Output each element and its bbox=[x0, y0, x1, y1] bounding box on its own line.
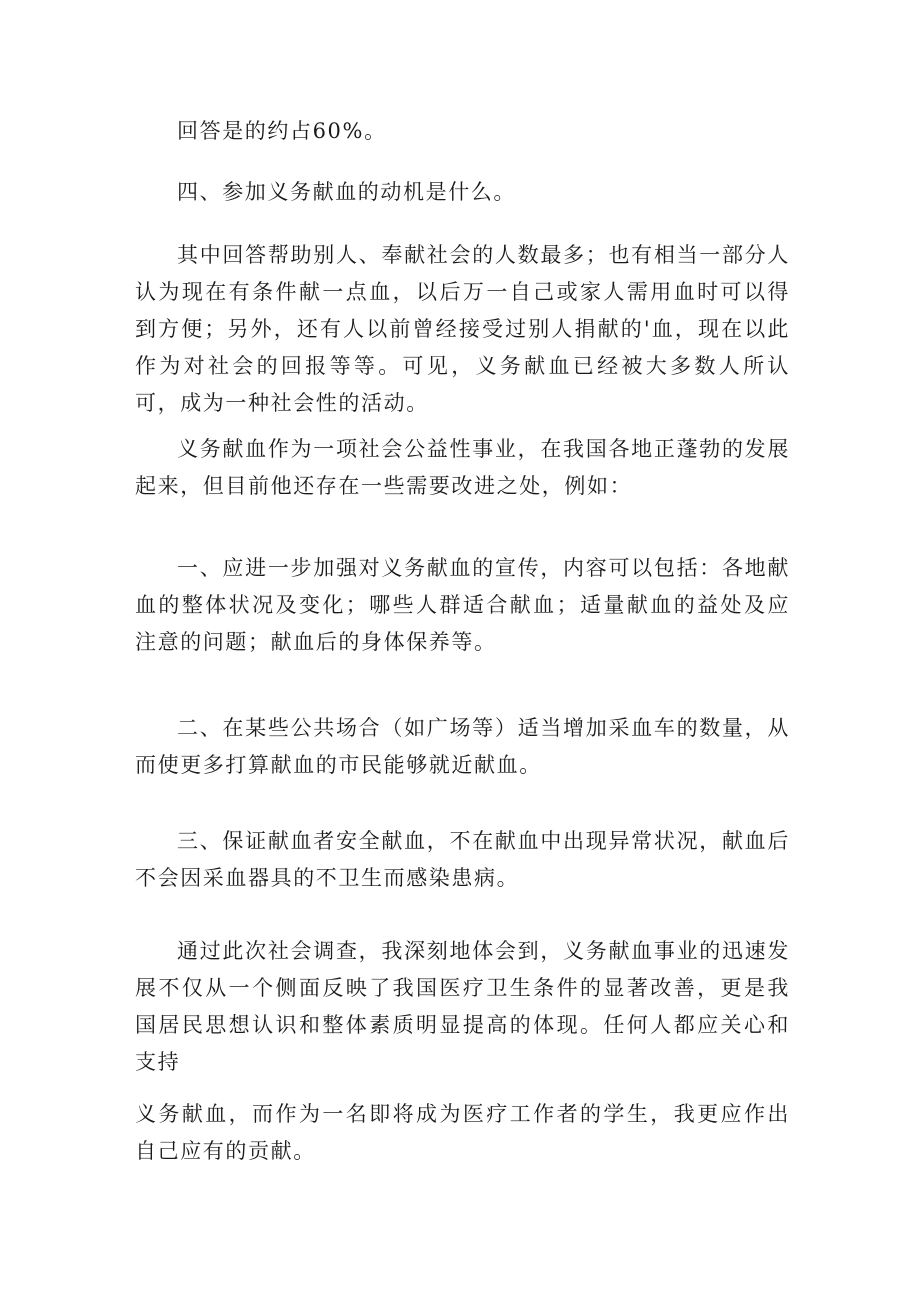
paragraph-point-three: 三、保证献血者安全献血，不在献血中出现异常状况，献血后不会因采血器具的不卫生而感染患病。 bbox=[135, 829, 790, 890]
paragraph-survey-answer: 回答是的约占60%。 bbox=[177, 119, 387, 143]
paragraph-question-four: 四、参加义务献血的动机是什么。 bbox=[177, 180, 516, 204]
paragraph-improvements-intro: 义务献血作为一项社会公益性事业，在我国各地正蓬勃的发展起来，但目前他还存在一些需要改进之处，例如： bbox=[135, 437, 790, 498]
paragraph-point-one: 一、应进一步加强对义务献血的宣传，内容可以包括：各地献血的整体状况及变化；哪些人群适合献血；适量献血的益处及应注意的问题；献血后的身体保养等。 bbox=[135, 556, 790, 654]
paragraph-motivation: 其中回答帮助别人、奉献社会的人数最多；也有相当一部分人认为现在有条件献一点血，以后万一自己或家人需用血时可以得到方便；另外，还有人以前曾经接受过别人捐献的'血，现在以此作为对社会的回报等等。可见，义务献血已经被大多数人所认可，成为一种社会性的活动。 bbox=[135, 243, 790, 415]
paragraph-conclusion: 通过此次社会调查，我深刻地体会到，义务献血事业的迅速发展不仅从一个侧面反映了我国医疗卫生条件的显著改善，更是我国居民思想认识和整体素质明显提高的体现。任何人都应关心和支持 bbox=[135, 939, 790, 1074]
paragraph-conclusion-continued: 义务献血，而作为一名即将成为医疗工作者的学生，我更应作出自己应有的贡献。 bbox=[135, 1102, 790, 1163]
paragraph-point-two: 二、在某些公共场合（如广场等）适当增加采血车的数量，从而使更多打算献血的市民能够就近献血。 bbox=[135, 716, 790, 777]
